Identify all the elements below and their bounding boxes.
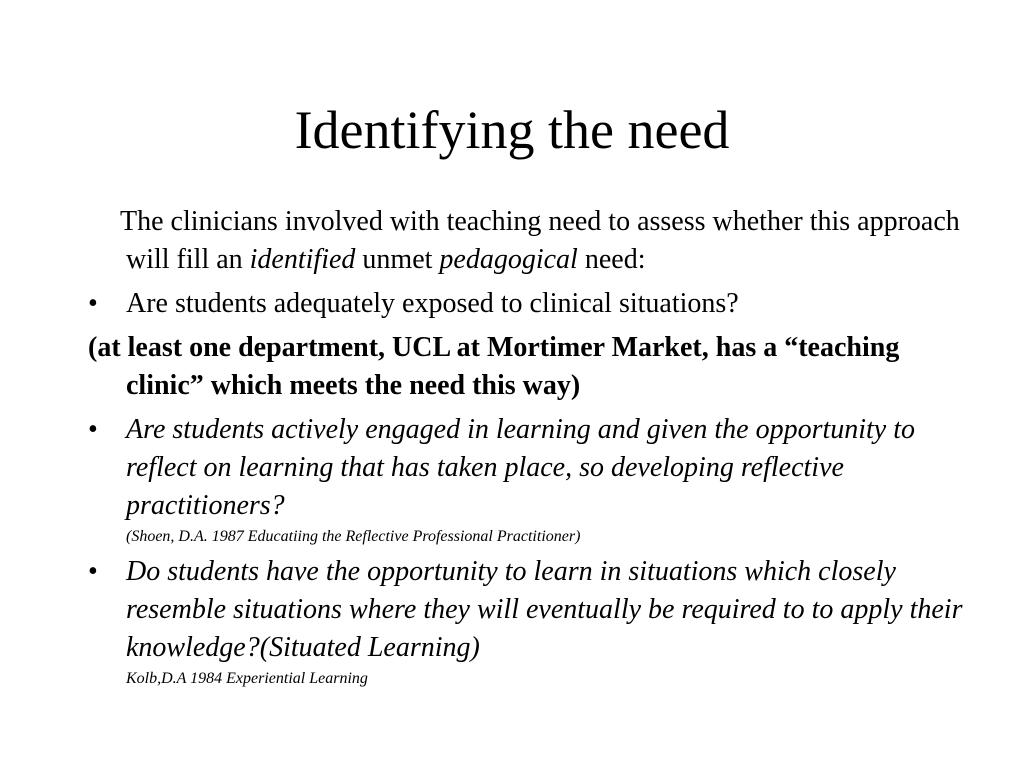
intro-paragraph	[88, 203, 968, 279]
bullet-text: Do students have the opportunity to learn in situations which closely resemble situations where they will eventually be required to to apply their knowledge?(Situated Learning)	[126, 556, 963, 663]
bullet-icon: •	[88, 414, 98, 445]
bullet-text: Are students actively engaged in learning and given the opportunity to reflect on learning that has taken place, so developing reflective practitioners?	[126, 414, 916, 521]
intro-text-3: need:	[577, 244, 646, 275]
citation-kolb: Kolb,D.A 1984 Experiential Learning	[126, 670, 368, 687]
slide-title: Identifying the need	[294, 100, 730, 160]
intro-emphasis-identified: identified	[249, 244, 356, 275]
bullet-item-reflection	[88, 411, 968, 547]
bullet-item-situated-learning	[88, 553, 968, 689]
bullet-item-exposure	[88, 285, 968, 323]
intro-text-1: The clinicians involved with teaching need to assess whether this approach will fill an	[120, 206, 960, 275]
bullet-icon: •	[88, 288, 98, 319]
intro-emphasis-pedagogical: pedagogical	[439, 244, 578, 275]
intro-text-2: unmet	[355, 244, 440, 275]
bullet-icon: •	[88, 556, 98, 587]
teaching-clinic-note: (at least one department, UCL at Mortimer Market, has a “teaching clinic” which meets the need this way)	[88, 332, 900, 401]
slide-body	[88, 203, 968, 695]
bullet-text: Are students adequately exposed to clinical situations?	[126, 288, 739, 319]
citation-shoen: (Shoen, D.A. 1987 Educatiing the Reflective Professional Practitioner)	[126, 528, 581, 545]
